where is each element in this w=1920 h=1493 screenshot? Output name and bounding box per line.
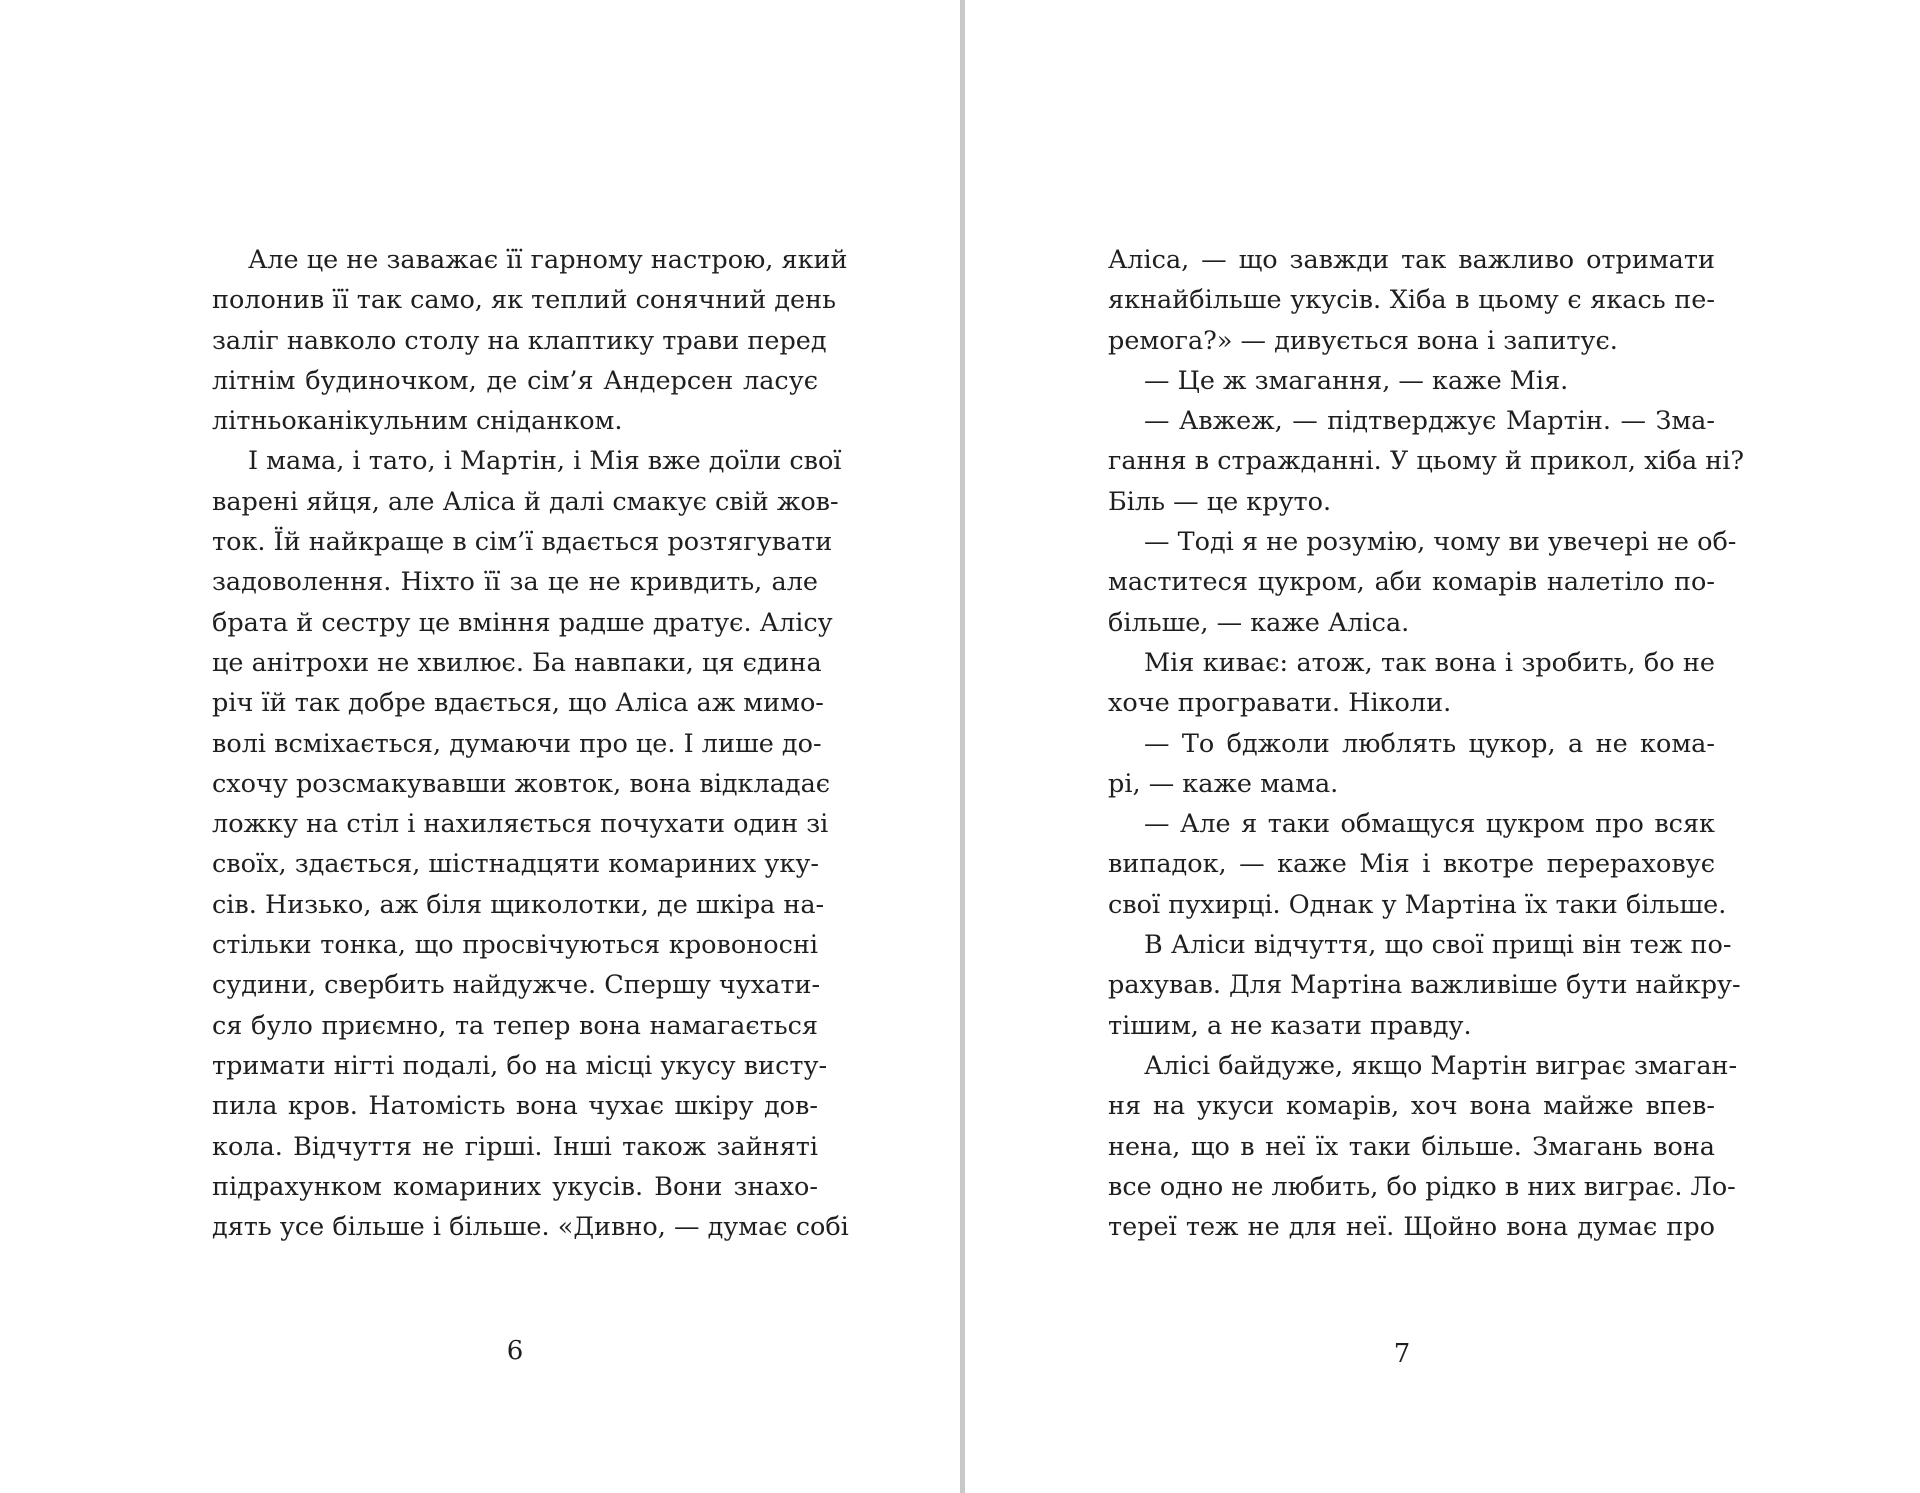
text-line: якнайбільше укусів. Хіба в цьому є якась пе- [1108,285,1715,316]
text-line: стільки тонка, що просвічуються кровоносні [212,930,818,961]
text-line: ложку на стіл і нахиляється почухати один зі [212,809,829,840]
text-line: — Це ж змагання, — каже Мія. [1144,365,1569,396]
text-line: річ їй так добре вдається, що Аліса аж мимо- [212,688,824,719]
text-line: пила кров. Натомість вона чухає шкіру дов- [212,1091,818,1122]
text-line: В Аліси відчуття, що свої прищі він теж по- [1144,930,1732,961]
text-line: більше, — каже Аліса. [1108,607,1410,638]
text-line: свої пухирці. Однак у Мартіна їх таки більше. [1108,889,1727,920]
text-line: літньоканікульним сніданком. [212,406,623,437]
text-line: — Авжеж, — підтверджує Мартін. — Зма- [1144,406,1715,437]
text-line: Мія киває: атож, так вона і зробить, бо не [1144,647,1715,678]
text-line: це анітрохи не хвилює. Ба навпаки, ця єдина [212,647,822,678]
text-line: Аліса, — що завжди так важливо отримати [1108,245,1715,275]
right-page [967,0,1920,1493]
text-line: все одно не любить, бо рідко в них виграє. Ло- [1108,1171,1736,1202]
text-line: — То бджоли люблять цукор, а не кома- [1144,728,1715,759]
text-line: своїх, здається, шістнадцяти комариних уку- [212,849,819,880]
text-line: варені яйця, але Аліса й далі смакує свій жов- [212,486,839,517]
spine-divider [960,0,965,1493]
text-line: ня на укуси комарів, хоч вона майже впев- [1108,1091,1715,1122]
text-line: тримати нігті подалі, бо на місці укусу висту- [212,1050,828,1081]
page-number: 7 [1393,1339,1411,1369]
text-line: брата й сестру це вміння радше дратує. Алісу [212,607,833,638]
right-page-text [1108,240,1745,1247]
text-line: сів. Низько, аж біля щиколотки, де шкіра на- [212,889,825,920]
text-line: рахував. Для Мартіна важливіше бути найкру- [1108,970,1741,1001]
text-line: дять усе більше і більше. «Дивно, — думає собі [212,1212,849,1243]
text-line: гання в стражданні. У цьому й прикол, хіба ні? [1108,446,1745,477]
text-line: ся було приємно, та тепер вона намагається [212,1010,818,1041]
text-line: полонив її так само, як теплий сонячний день [212,285,836,316]
text-line: — Але я таки обмащуся цукром про всяк [1144,809,1715,840]
text-line: Алісі байдуже, якщо Мартін виграє змаган- [1144,1050,1738,1081]
text-line: заліг навколо столу на клаптику трави перед [212,325,827,356]
text-line: хоче програвати. Ніколи. [1108,688,1452,719]
text-line: І мама, і тато, і Мартін, і Мія вже доїли свої [248,446,842,477]
left-page-text [212,240,849,1247]
text-line: Біль — це круто. [1108,486,1332,517]
text-line: нена, що в неї їх таки більше. Змагань вона [1108,1131,1715,1162]
text-line: волі всміхається, думаючи про це. І лише до- [212,728,822,759]
text-line: випадок, — каже Мія і вкотре перераховує [1108,849,1715,880]
text-line: кола. Відчуття не гірші. Інші також зайняті [212,1131,818,1162]
left-page [0,0,958,1493]
text-line: — Тоді я не розумію, чому ви увечері не об- [1144,527,1737,558]
text-line: рі, — каже мама. [1108,768,1339,799]
text-line: судини, свербить найдужче. Спершу чухати- [212,970,821,1001]
text-line: тереї теж не для неї. Щойно вона думає про [1108,1212,1715,1243]
page-number: 6 [506,1336,524,1366]
text-line: схочу розсмакувавши жовток, вона відкладає [212,768,831,799]
text-line: підрахунком комариних укусів. Вони знахо- [212,1171,818,1202]
text-line: ремога?» — дивується вона і запитує. [1108,325,1618,356]
text-line: літнім будиночком, де сім’я Андерсен ласує [212,365,818,396]
text-line: задоволення. Ніхто її за це не кривдить, але [212,567,818,598]
text-line: ток. Їй найкраще в сім’ї вдається розтягувати [212,527,833,558]
text-line: тішим, а не казати правду. [1108,1010,1472,1041]
text-line: Але це не заважає її гарному настрою, який [248,245,848,275]
text-line: маститеся цукром, аби комарів налетіло по- [1108,567,1715,598]
